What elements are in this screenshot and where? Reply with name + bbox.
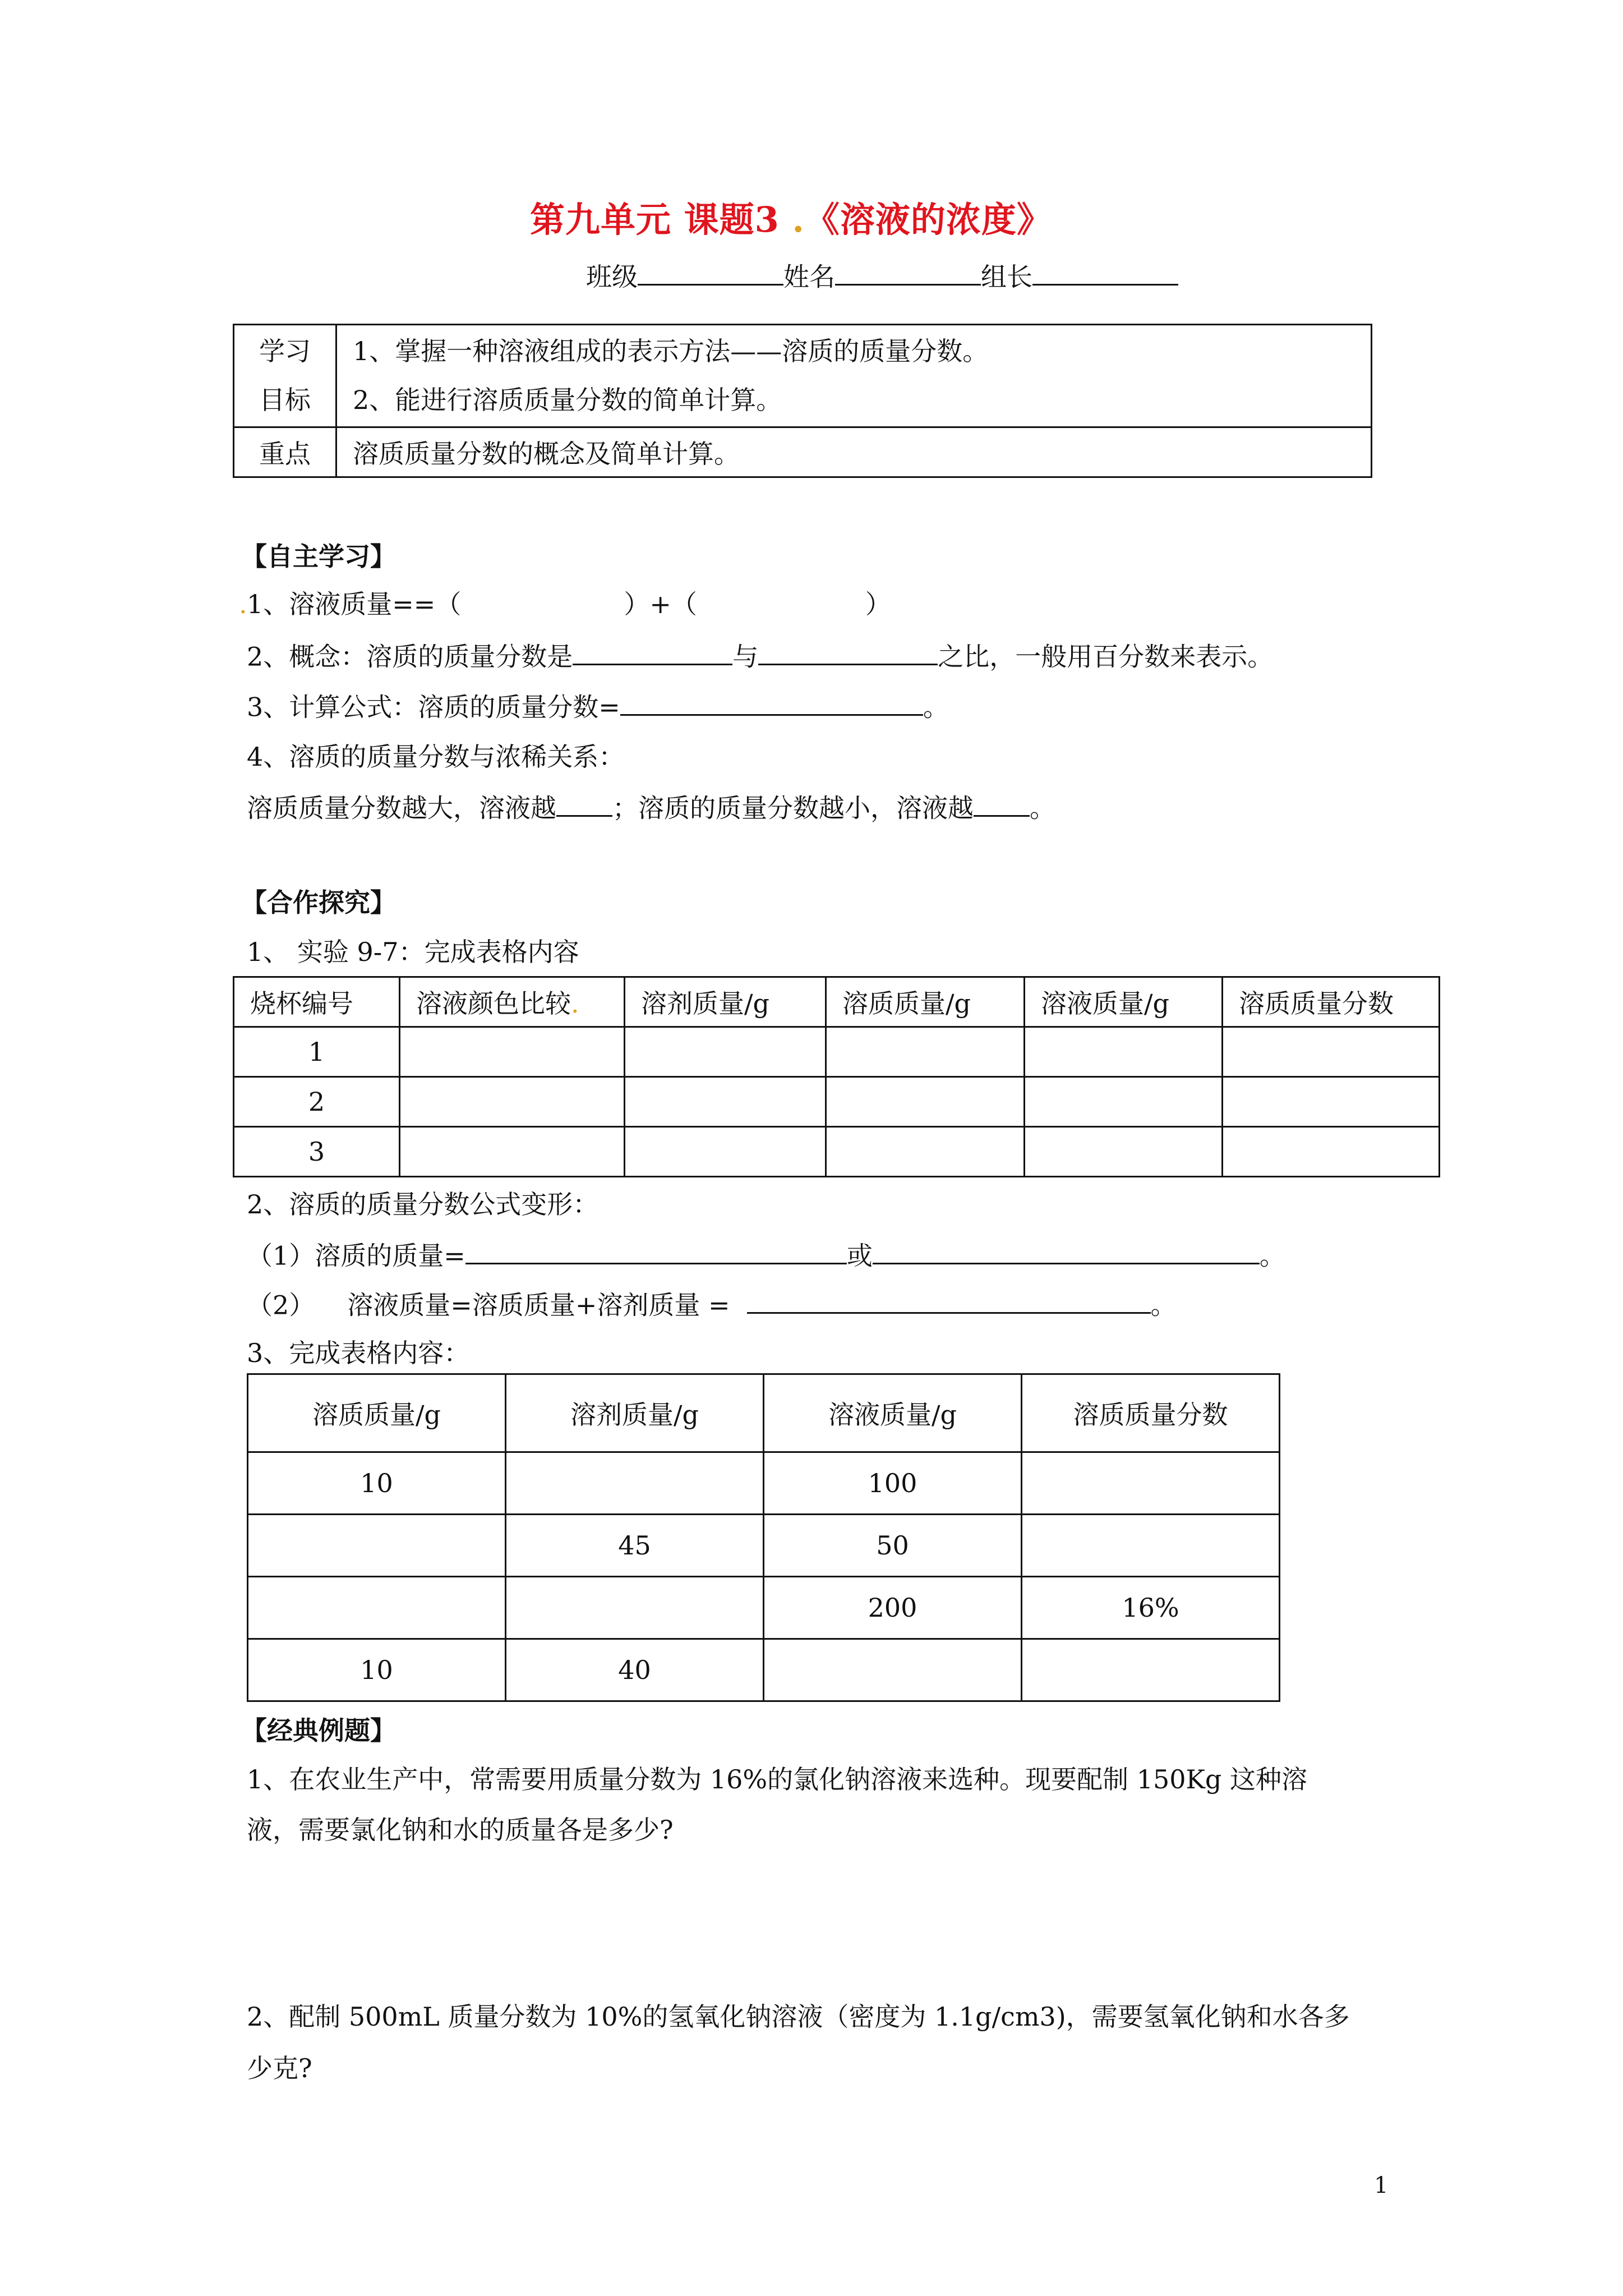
table-cell[interactable] [248, 1577, 506, 1639]
example-1-line-1: 1、在农业生产中，常需要用质量分数为 16%的氯化钠溶液来选种。现要配制 150Kg 这种溶 [247, 1764, 1307, 1795]
table-cell: 3 [234, 1127, 400, 1177]
self-study-q4: 4、溶质的质量分数与浓稀关系： [247, 742, 625, 772]
table-cell[interactable] [826, 1077, 1025, 1127]
table-row [234, 1027, 1440, 1077]
table-cell[interactable] [826, 1127, 1025, 1177]
table-cell[interactable] [826, 1027, 1025, 1077]
q2-text-a: 2、概念：溶质的质量分数是 [247, 641, 573, 672]
formula-q2-2 [247, 1289, 1177, 1321]
q3-text-a: 3、计算公式：溶质的质量分数= [247, 692, 620, 723]
table-cell: 10 [248, 1452, 506, 1515]
page-number: 1 [1374, 2173, 1389, 2198]
experiment-table [233, 976, 1440, 1177]
table-cell[interactable] [400, 1027, 625, 1077]
title-part1: 第九单元 课题3 [530, 199, 792, 240]
table-cell: 200 [764, 1577, 1022, 1639]
q2-text-b: 与 [732, 641, 759, 672]
name-label: 姓名 [783, 261, 835, 292]
table-header: 溶质质量分数 [1022, 1374, 1280, 1452]
table-cell[interactable] [506, 1452, 764, 1515]
table-header: 烧杯编号 [234, 977, 400, 1027]
table-header: 溶质质量分数 [1223, 977, 1440, 1027]
class-label: 班级 [586, 261, 638, 292]
objective-item: 1、掌握一种溶液组成的表示方法——溶质的质量分数。 [353, 335, 989, 366]
objectives-label-1: 学习 [259, 335, 311, 366]
table-cell: 45 [506, 1515, 764, 1577]
title-part2: 《溶液的浓度》 [804, 199, 1052, 240]
q4-text-a: 溶质质量分数越大，溶液越 [247, 793, 556, 823]
self-study-q2 [247, 641, 1273, 673]
table-header [400, 977, 625, 1027]
formula-q2-1 [247, 1240, 1285, 1272]
self-study-heading: 【自主学习】 [241, 541, 396, 572]
title-dot: . [792, 199, 805, 240]
example-2-line-1: 2、配制 500mL 质量分数为 10%的氢氧化钠溶液（密度为 1.1g/cm3)，需要氢氧化钠和水各多 [247, 2001, 1350, 2032]
table-row [234, 1127, 1440, 1177]
q4-blank-1[interactable] [556, 792, 612, 817]
table-cell: 100 [764, 1452, 1022, 1515]
table-cell[interactable] [1022, 1452, 1280, 1515]
table-cell: 16% [1022, 1577, 1280, 1639]
q4-blank-2[interactable] [974, 792, 1030, 817]
example-2-line-2: 少克? [247, 2053, 312, 2083]
table-cell[interactable] [248, 1515, 506, 1577]
example-1-line-2: 液，需要氯化钠和水的质量各是多少? [247, 1815, 674, 1845]
q1-text-c: ） [865, 589, 891, 619]
table-cell[interactable] [400, 1127, 625, 1177]
table-cell[interactable] [1025, 1027, 1223, 1077]
focus-row [234, 427, 1372, 477]
table-cell[interactable] [1223, 1027, 1440, 1077]
table-cell[interactable] [1223, 1127, 1440, 1177]
student-info-line [586, 261, 1178, 293]
q1-text-b: ）+（ [624, 589, 697, 619]
table-cell[interactable] [625, 1127, 826, 1177]
formula-q2: 2、溶质的质量分数公式变形： [247, 1189, 599, 1220]
table-header-text: 溶液颜色比较 [416, 988, 571, 1019]
table-header: 溶液质量/g [1025, 977, 1223, 1027]
objective-item: 2、能进行溶质质量分数的简单计算。 [353, 385, 782, 415]
q4-text-c: 。 [1030, 793, 1055, 823]
table-header: 溶液质量/g [764, 1374, 1022, 1452]
q3-text-b: 。 [923, 692, 949, 723]
table-header: 溶质质量/g [826, 977, 1025, 1027]
self-study-q3 [247, 691, 949, 723]
cooperation-heading: 【合作探究】 [241, 887, 396, 918]
objectives-table [233, 324, 1372, 478]
table-cell[interactable] [625, 1027, 826, 1077]
table-cell[interactable] [764, 1639, 1022, 1701]
table-header-row [234, 977, 1440, 1027]
table-q3: 3、完成表格内容： [247, 1338, 470, 1368]
table-cell: 40 [506, 1639, 764, 1701]
focus-text: 溶质质量分数的概念及简单计算。 [336, 427, 1372, 477]
table-cell: 50 [764, 1515, 1022, 1577]
q1-dot: . [239, 589, 247, 619]
table-cell[interactable] [400, 1077, 625, 1127]
name-blank[interactable] [835, 261, 981, 286]
q2-text-c: 之比，一般用百分数来表示。 [938, 641, 1274, 672]
q2-blank-1[interactable] [573, 641, 732, 665]
examples-heading: 【经典例题】 [241, 1715, 396, 1746]
q2-1-text-c: 。 [1259, 1240, 1285, 1271]
q2-1-text-b: 或 [846, 1240, 873, 1271]
q2-2-text-a: （2） [247, 1290, 315, 1320]
table-cell[interactable] [1022, 1515, 1280, 1577]
table-cell: 1 [234, 1027, 400, 1077]
table-cell[interactable] [1223, 1077, 1440, 1127]
q2-2-text-c: 。 [1150, 1290, 1177, 1320]
objectives-content-cell [336, 325, 1372, 427]
q4-text-b: ；溶质的质量分数越小，溶液越 [612, 793, 974, 823]
q2-1-blank-1[interactable] [465, 1240, 847, 1264]
objectives-label-cell [234, 325, 336, 427]
q2-1-text-a: （1）溶质的质量= [247, 1240, 465, 1271]
class-blank[interactable] [638, 261, 783, 286]
leader-blank[interactable] [1032, 261, 1178, 286]
q3-blank[interactable] [620, 691, 923, 716]
table-row [234, 1077, 1440, 1127]
q2-2-text-b: 溶液质量=溶质质量+溶剂质量 = [347, 1290, 730, 1320]
q2-blank-2[interactable] [758, 641, 938, 665]
table-cell: 10 [248, 1639, 506, 1701]
table-cell: 2 [234, 1077, 400, 1127]
table-cell[interactable] [1025, 1127, 1223, 1177]
objectives-label-2: 目标 [259, 385, 311, 415]
table-cell[interactable] [1022, 1639, 1280, 1701]
objectives-row [234, 325, 1372, 427]
table-cell[interactable] [506, 1577, 764, 1639]
page-title [530, 199, 1052, 241]
table-header-dot: . [571, 988, 579, 1019]
q2-2-blank[interactable] [747, 1289, 1151, 1314]
mass-fraction-table [247, 1373, 1280, 1702]
experiment-title: 1、 实验 9-7：完成表格内容 [247, 937, 579, 967]
table-cell[interactable] [625, 1077, 826, 1127]
self-study-q1 [239, 589, 891, 620]
q2-1-blank-2[interactable] [873, 1240, 1260, 1264]
q1-text-a: 1、溶液质量==（ [247, 589, 462, 619]
table-header: 溶剂质量/g [506, 1374, 764, 1452]
table-header: 溶剂质量/g [625, 977, 826, 1027]
focus-label: 重点 [234, 427, 336, 477]
self-study-q4-line [247, 792, 1055, 824]
table-row [248, 1452, 1280, 1515]
table-header: 溶质质量/g [248, 1374, 506, 1452]
table-cell[interactable] [1025, 1077, 1223, 1127]
leader-label: 组长 [981, 261, 1032, 292]
table-row [248, 1515, 1280, 1577]
table-row [248, 1639, 1280, 1701]
table-row [248, 1577, 1280, 1639]
table-header-row [248, 1374, 1280, 1452]
